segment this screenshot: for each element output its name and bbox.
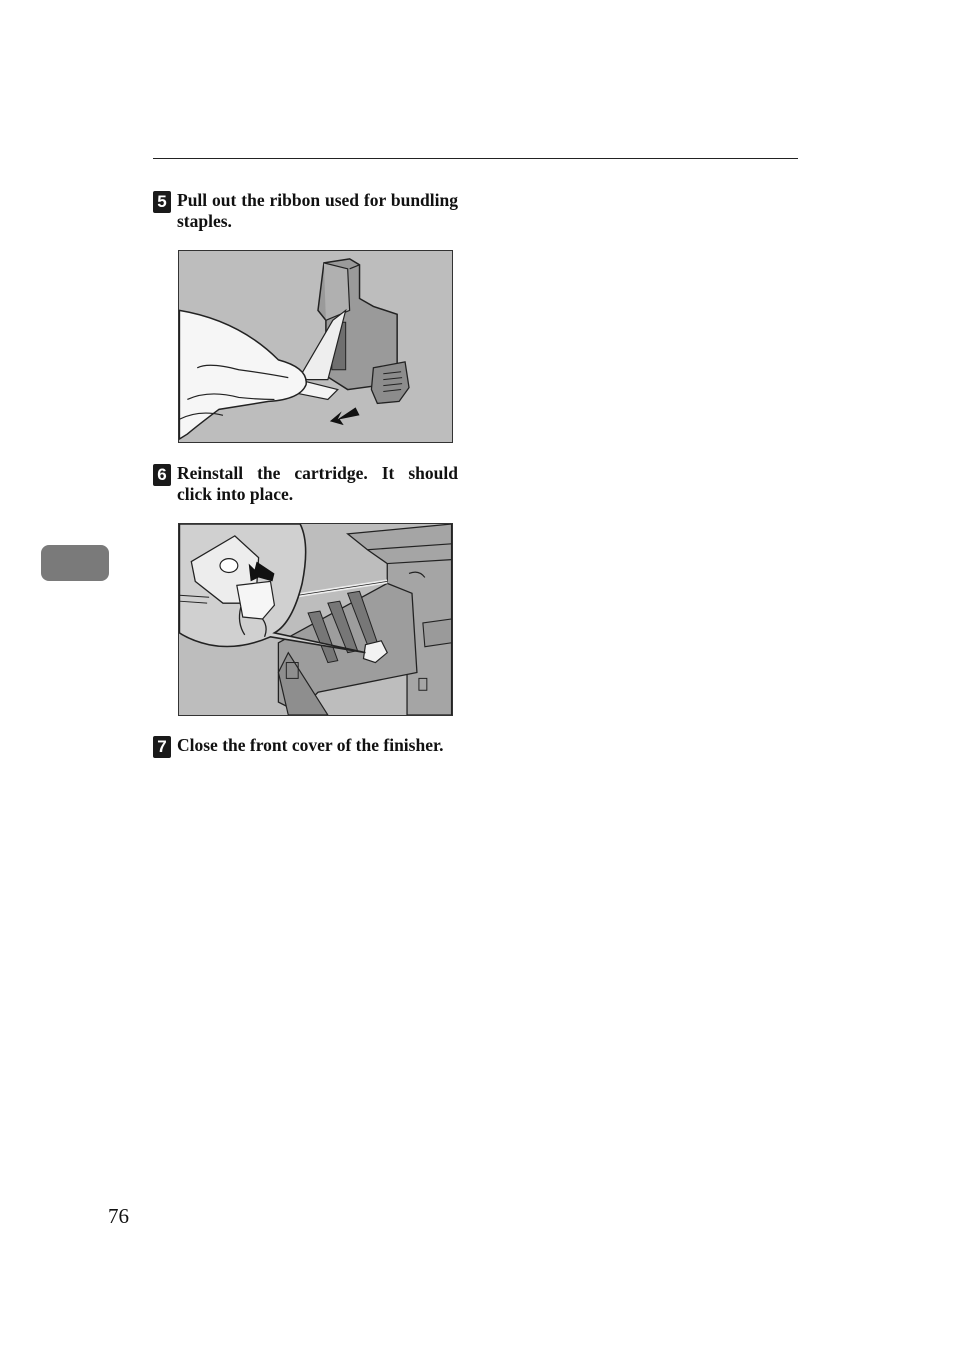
step-number-5: 5 bbox=[153, 191, 171, 213]
step-text-7: Close the front cover of the finisher. bbox=[177, 735, 444, 755]
cartridge-reinstall-svg bbox=[179, 524, 452, 715]
step-number-6: 6 bbox=[153, 464, 171, 486]
header-rule bbox=[153, 158, 798, 159]
ribbon-pull-illustration bbox=[178, 250, 453, 443]
step-text-6: Reinstall the cartridge. It should click into place. bbox=[177, 463, 458, 504]
page-number: 76 bbox=[108, 1204, 129, 1228]
step-7 bbox=[153, 735, 458, 756]
chapter-tab bbox=[41, 545, 109, 581]
step-text-5: Pull out the ribbon used for bundling staples. bbox=[177, 190, 458, 231]
step-5 bbox=[153, 190, 458, 232]
cartridge-reinstall-illustration bbox=[178, 523, 453, 716]
ribbon-pull-svg bbox=[179, 251, 452, 442]
step-number-7: 7 bbox=[153, 736, 171, 758]
step-6 bbox=[153, 463, 458, 505]
